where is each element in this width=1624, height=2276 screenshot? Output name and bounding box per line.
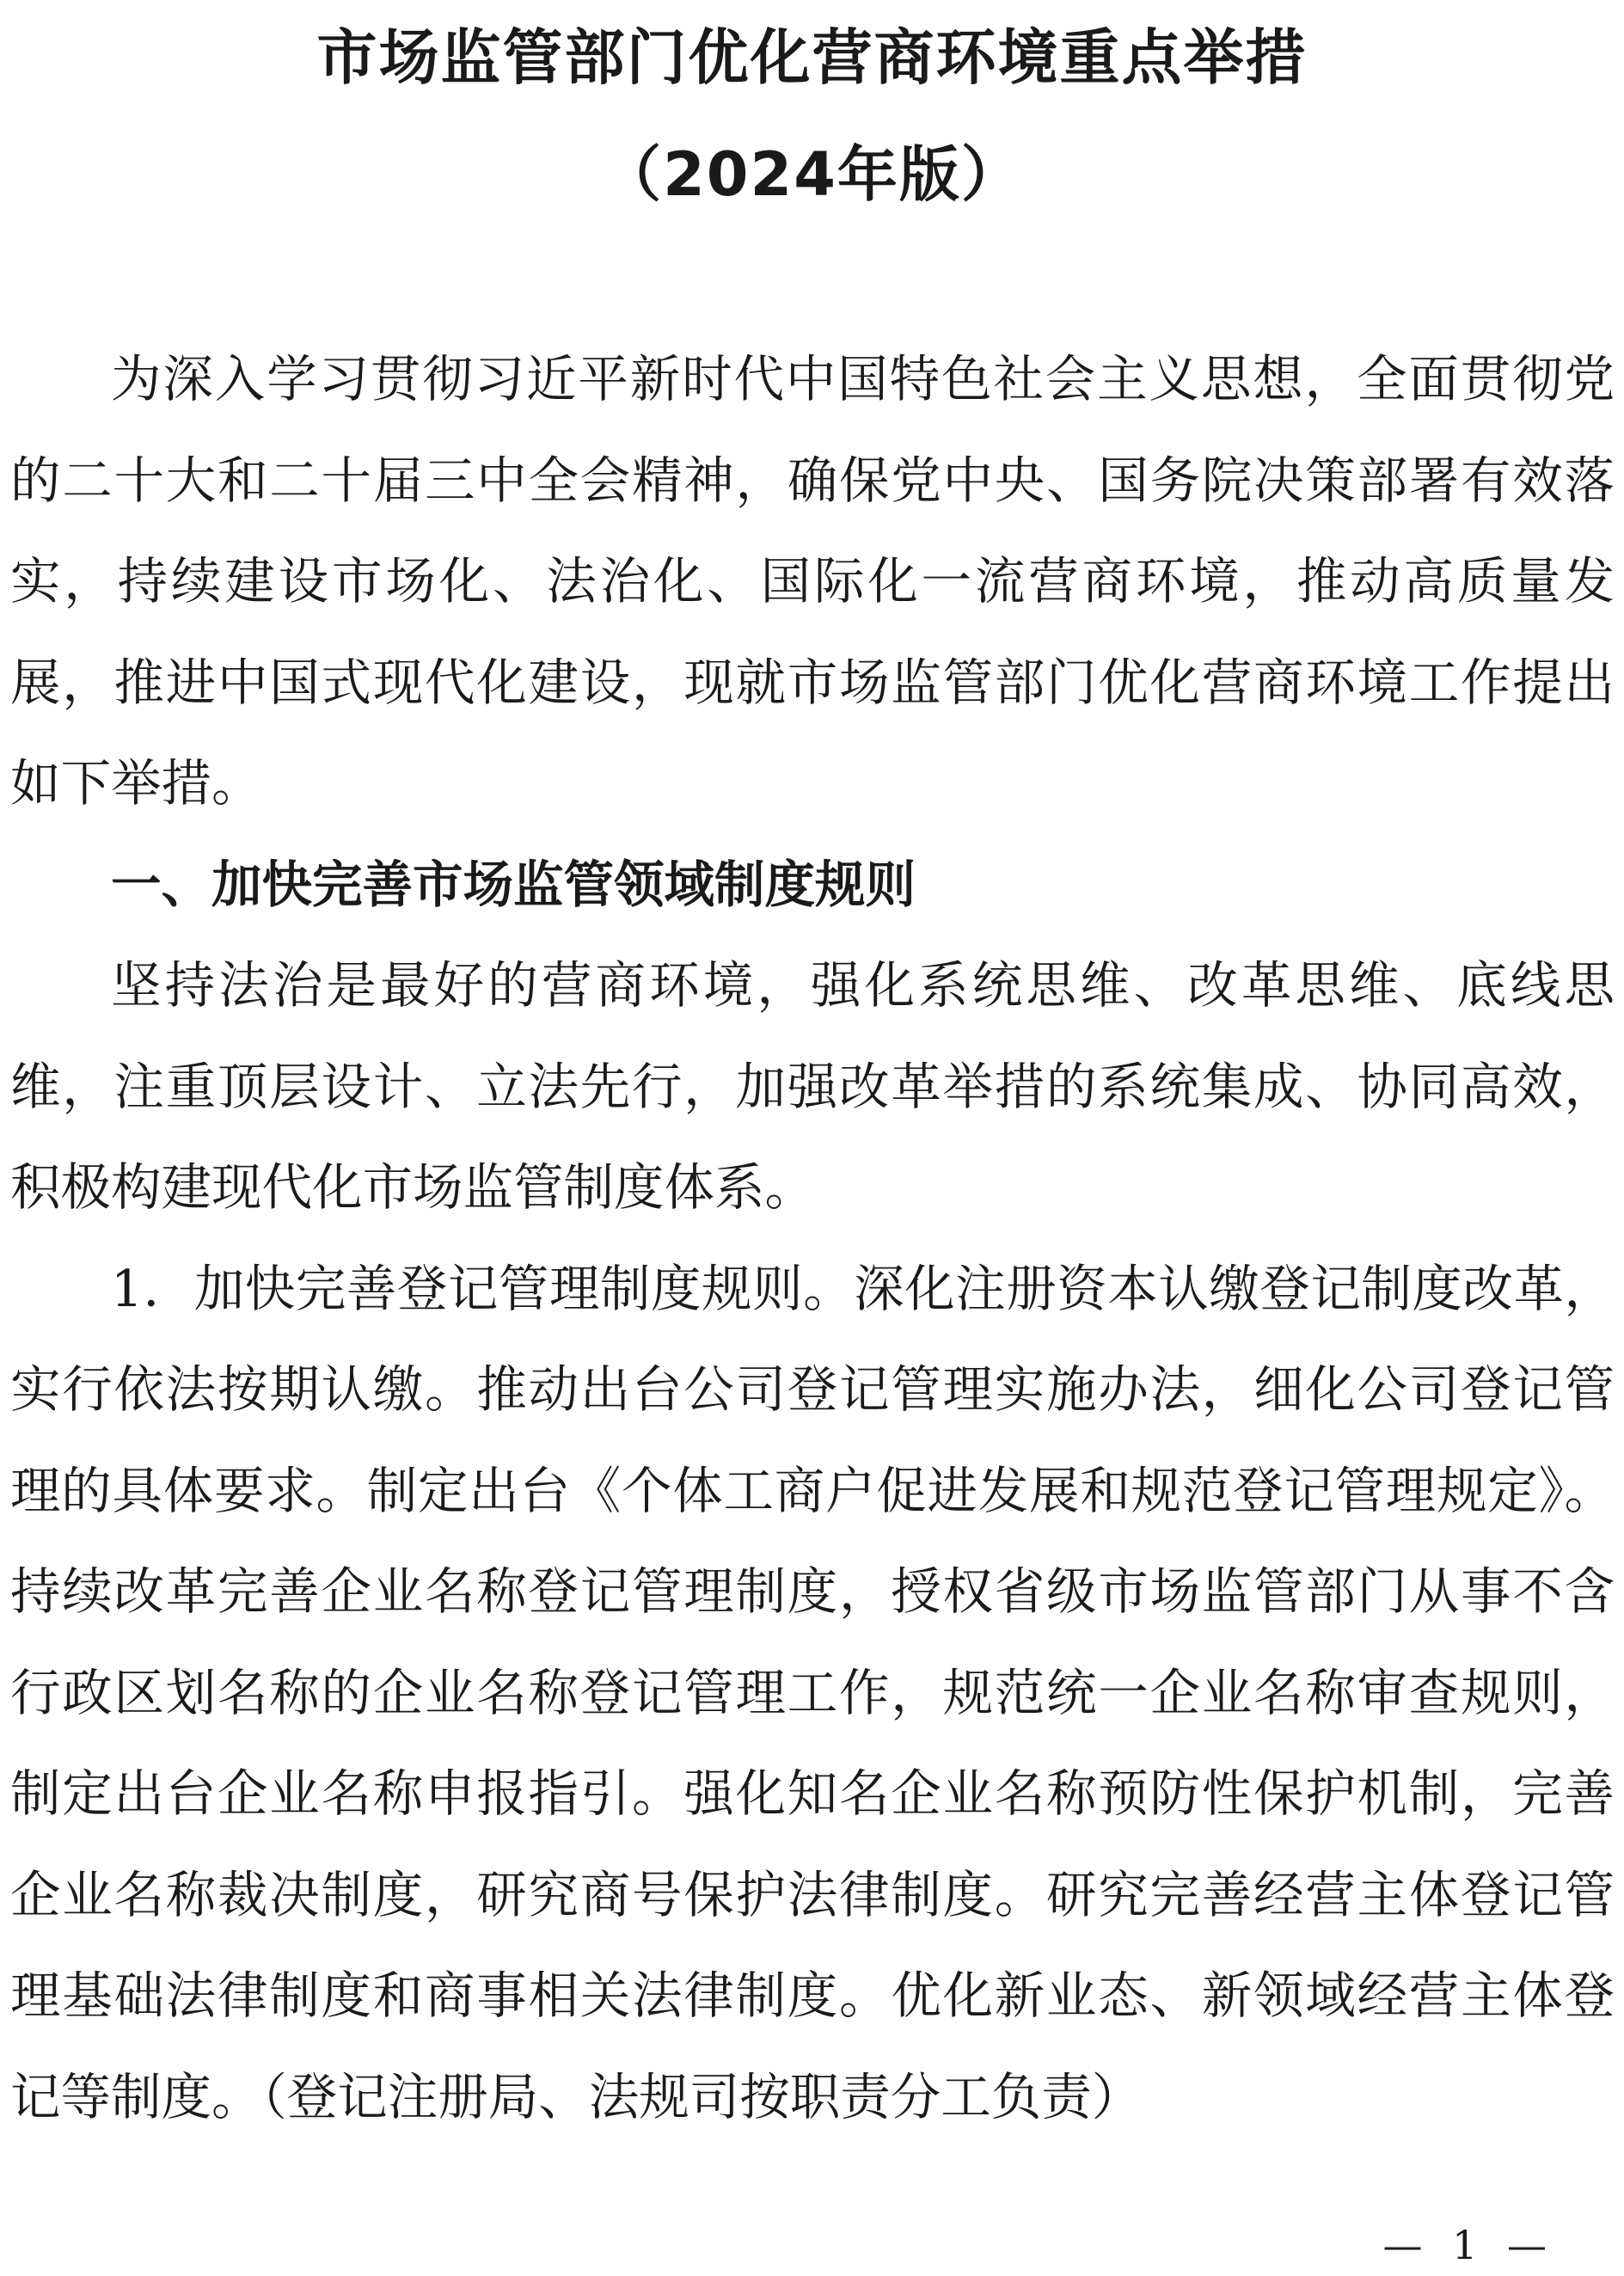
item-1-paragraph: 1．加快完善登记管理制度规则。深化注册资本认缴登记制度改革，实行依法按期认缴。推动出台公司登记管理实施办法，细化公司登记管理的具体要求。制定出台《个体工商户促进发展和规范登记管理规定》。持续改革完善企业名称登记管理制度，授权省级市场监管部门从事不含行政区划名称的企业名称登记管理工作，规范统一企业名称审查规则，制定出台企业名称申报指引。强化知名企业名称预防性保护机制，完善企业名称裁决制度，研究商号保护法律制度。研究完善经营主体登记管理基础法律制度和商事相关法律制度。优化新业态、新领域经营主体登记等制度。（登记注册局、法规司按职责分工负责） — [10, 1259, 1615, 2126]
document-body — [10, 329, 1615, 2148]
document-title: 市场监管部门优化营商环境重点举措 — [316, 22, 1308, 93]
section-heading-1: 一、加快完善市场监管领域制度规则 — [111, 855, 916, 914]
page-number: — 1 — — [1382, 2222, 1555, 2268]
document-subtitle: （2024年版） — [601, 139, 1023, 210]
section-1-paragraph: 坚持法治是最好的营商环境，强化系统思维、改革思维、底线思维，注重顶层设计、立法先行，加强改革举措的系统集成、协同高效，积极构建现代化市场监管制度体系。 — [10, 956, 1615, 1217]
intro-paragraph: 为深入学习贯彻习近平新时代中国特色社会主义思想，全面贯彻党的二十大和二十届三中全会精神，确保党中央、国务院决策部署有效落实，持续建设市场化、法治化、国际化一流营商环境，推动高质量发展，推进中国式现代化建设，现就市场监管部门优化营商环境工作提出如下举措。 — [10, 350, 1615, 813]
